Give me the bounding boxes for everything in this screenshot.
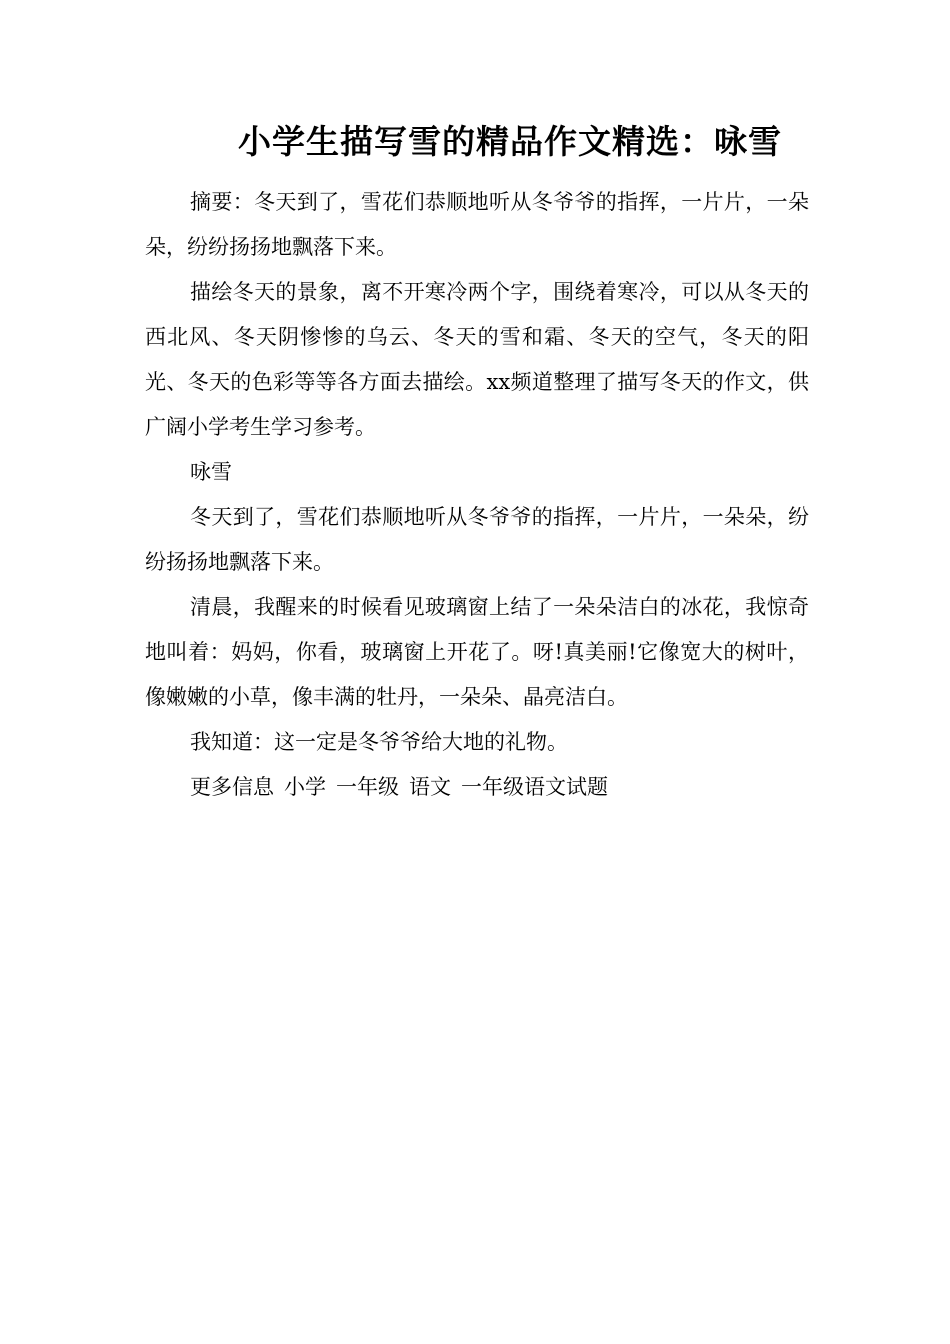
paragraph-3: 我知道：这一定是冬爷爷给大地的礼物。 xyxy=(190,730,568,754)
more-info-tag-link[interactable]: 一年级语文试题 xyxy=(461,775,608,799)
document-body xyxy=(145,180,809,810)
paragraph-1: 冬天到了，雪花们恭顺地听从冬爷爷的指挥，一片片，一朵朵，纷纷扬扬地飘落下来。 xyxy=(145,505,809,574)
more-info-tag-link[interactable]: 语文 xyxy=(409,775,451,799)
paragraph-2: 清晨，我醒来的时候看见玻璃窗上结了一朵朵洁白的冰花，我惊奇地叫着：妈妈，你看，玻璃窗上开花了。呀!真美丽!它像宽大的树叶，像嫩嫩的小草，像丰满的牡丹，一朵朵、晶亮洁白。 xyxy=(145,595,809,709)
paragraph-intro: 描绘冬天的景象，离不开寒冷两个字，围绕着寒冷，可以从冬天的西北风、冬天阴惨惨的乌云、冬天的雪和霜、冬天的空气，冬天的阳光、冬天的色彩等等各方面去描绘。xx频道整理了描写冬天的作文，供广阔小学考生学习参考。 xyxy=(145,280,809,439)
more-info-line xyxy=(145,765,809,810)
paragraph-abstract: 摘要：冬天到了，雪花们恭顺地听从冬爷爷的指挥，一片片，一朵朵，纷纷扬扬地飘落下来。 xyxy=(145,190,809,259)
paragraph-subtitle: 咏雪 xyxy=(190,460,232,484)
more-info-tag-link[interactable]: 一年级 xyxy=(336,775,399,799)
page-title: 小学生描写雪的精品作文精选：咏雪 xyxy=(238,122,782,161)
more-info-tag-link[interactable]: 小学 xyxy=(284,775,326,799)
more-info-label: 更多信息 xyxy=(190,775,274,799)
